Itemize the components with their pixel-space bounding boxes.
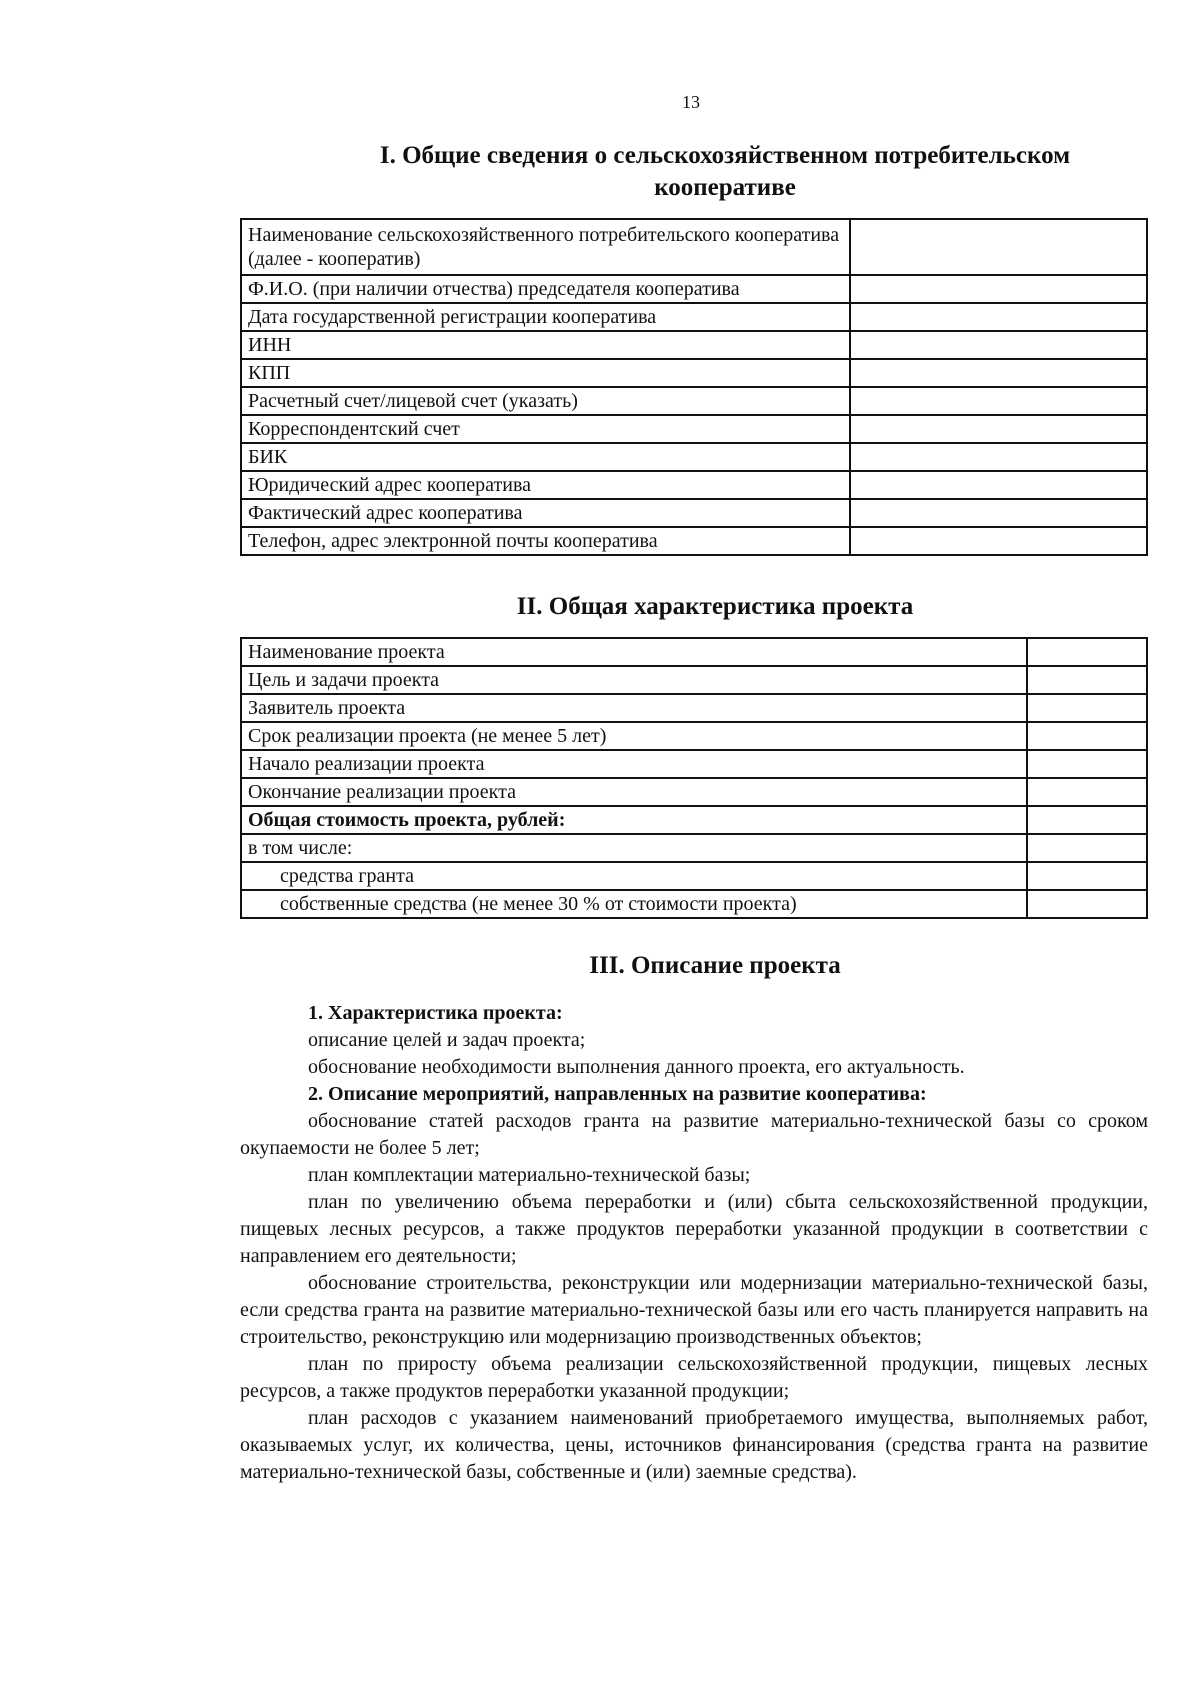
row-label: Окончание реализации проекта (241, 778, 1027, 806)
row-label: собственные средства (не менее 30 % от стоимости проекта) (241, 890, 1027, 918)
table-row (241, 806, 1147, 834)
table-row (241, 638, 1147, 666)
row-label: Цель и задачи проекта (241, 666, 1027, 694)
row-value (1027, 834, 1147, 862)
subheading: 2. Описание мероприятий, направленных на развитие кооператива: (308, 1083, 927, 1105)
page-number: 13 (682, 92, 700, 112)
section3-title: III. Описание проекта (589, 952, 841, 979)
table-row (241, 359, 1147, 387)
row-label: Начало реализации проекта (241, 750, 1027, 778)
table-row (241, 471, 1147, 499)
row-label: Наименование проекта (241, 638, 1027, 666)
row-value (1027, 666, 1147, 694)
row-label: Юридический адрес кооператива (241, 471, 850, 499)
paragraph: план по увеличению объема переработки и (или) сбыта сельскохозяйственной продукции, пищевых лесных ресурсов, а также продуктов переработки указанной продукции в соответствии с направлением его деятельности; (240, 1191, 1148, 1267)
row-value (1027, 638, 1147, 666)
project-description (240, 1000, 1148, 1486)
row-value (850, 415, 1147, 443)
cooperative-info-table (240, 218, 1148, 556)
row-label: средства гранта (241, 862, 1027, 890)
table-row (241, 862, 1147, 890)
table-row (241, 303, 1147, 331)
row-value (850, 471, 1147, 499)
table-row (241, 219, 1147, 275)
table-row (241, 890, 1147, 918)
row-value (850, 499, 1147, 527)
paragraph: план расходов с указанием наименований приобретаемого имущества, выполняемых работ, оказываемых услуг, их количества, цены, источников финансирования (средства гранта на развитие материально-технической базы, собственные и (или) заемные средства). (240, 1407, 1148, 1483)
row-label: Ф.И.О. (при наличии отчества) председателя кооператива (241, 275, 850, 303)
row-label: Наименование сельскохозяйственного потребительского кооператива (далее - кооператив) (241, 219, 850, 275)
table-row (241, 778, 1147, 806)
paragraph: обоснование необходимости выполнения данного проекта, его актуальность. (308, 1056, 965, 1078)
paragraph: план по приросту объема реализации сельскохозяйственной продукции, пищевых лесных ресурсов, а также продуктов переработки указанной продукции; (240, 1353, 1148, 1402)
section2-title: II. Общая характеристика проекта (516, 593, 914, 620)
table-row (241, 834, 1147, 862)
row-label: БИК (241, 443, 850, 471)
row-value (850, 359, 1147, 387)
table-row (241, 694, 1147, 722)
paragraph: план комплектации материально-технической базы; (308, 1164, 751, 1186)
row-label: Общая стоимость проекта, рублей: (241, 806, 1027, 834)
table-row (241, 275, 1147, 303)
table-row (241, 387, 1147, 415)
subheading: 1. Характеристика проекта: (308, 1002, 563, 1024)
paragraph: описание целей и задач проекта; (308, 1029, 586, 1051)
row-value (850, 443, 1147, 471)
row-label: Фактический адрес кооператива (241, 499, 850, 527)
row-value (1027, 806, 1147, 834)
row-label: Дата государственной регистрации кооператива (241, 303, 850, 331)
section1-title: I. Общие сведения о сельскохозяйственном потребительском кооперативе (379, 142, 1071, 201)
row-label: в том числе: (241, 834, 1027, 862)
table-row (241, 722, 1147, 750)
row-label: Корреспондентский счет (241, 415, 850, 443)
row-value (1027, 750, 1147, 778)
row-value (1027, 890, 1147, 918)
table-row (241, 415, 1147, 443)
row-label: Срок реализации проекта (не менее 5 лет) (241, 722, 1027, 750)
project-overview-table (240, 637, 1148, 919)
row-label: Заявитель проекта (241, 694, 1027, 722)
row-value (850, 527, 1147, 555)
table-row (241, 750, 1147, 778)
row-label: ИНН (241, 331, 850, 359)
row-value (850, 275, 1147, 303)
table-row (241, 527, 1147, 555)
row-value (1027, 778, 1147, 806)
row-value (1027, 722, 1147, 750)
paragraph: обоснование статей расходов гранта на развитие материально-технической базы со сроком окупаемости не более 5 лет; (240, 1110, 1148, 1159)
table-row (241, 443, 1147, 471)
row-label: Расчетный счет/лицевой счет (указать) (241, 387, 850, 415)
row-value (1027, 862, 1147, 890)
table-row (241, 331, 1147, 359)
row-label: КПП (241, 359, 850, 387)
row-value (850, 219, 1147, 275)
row-value (850, 303, 1147, 331)
table-row (241, 499, 1147, 527)
paragraph: обоснование строительства, реконструкции или модернизации материально-технической базы, если средства гранта на развитие материально-технической базы или его часть планируется направить на строительство, реконструкцию или модернизацию производственных объектов; (240, 1272, 1148, 1348)
row-label: Телефон, адрес электронной почты кооператива (241, 527, 850, 555)
row-value (850, 387, 1147, 415)
table-row (241, 666, 1147, 694)
row-value (1027, 694, 1147, 722)
row-value (850, 331, 1147, 359)
